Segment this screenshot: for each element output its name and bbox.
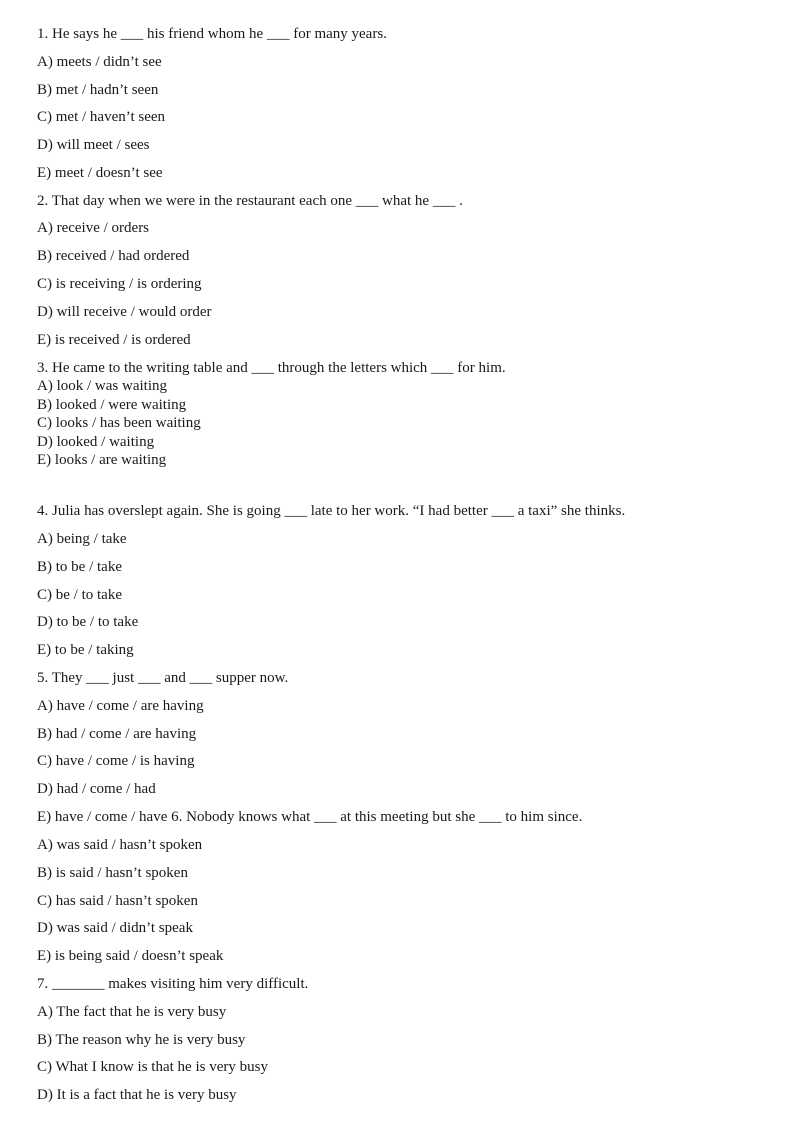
option-3a: A) look / was waiting [37,378,167,394]
option-4b: B) to be / take [37,559,122,575]
option-7d: D) It is a fact that he is very busy [37,1087,237,1103]
option-3c: C) looks / has been waiting [37,415,201,431]
option-2b: B) received / had ordered [37,248,190,264]
option-2d: D) will receive / would order [37,304,212,320]
question-2: 2. That day when we were in the restaurant each one ___ what he ___ . [37,193,463,209]
option-4e: E) to be / taking [37,642,134,658]
option-7a: A) The fact that he is very busy [37,1004,227,1020]
option-3d: D) looked / waiting [37,434,155,450]
question-5: 5. They ___ just ___ and ___ supper now. [37,670,289,686]
option-4d: D) to be / to take [37,614,139,630]
option-5d: D) had / come / had [37,781,156,797]
question-1: 1. He says he ___ his friend whom he ___ for many years. [37,26,387,42]
option-1d: D) will meet / sees [37,137,150,153]
option-5a: A) have / come / are having [37,698,204,714]
option-3b: B) looked / were waiting [37,397,187,413]
question-3: 3. He came to the writing table and ___ through the letters which ___ for him. [37,360,506,376]
option-1b: B) met / hadn’t seen [37,82,159,98]
option-5c: C) have / come / is having [37,753,195,769]
option-5b: B) had / come / are having [37,726,197,742]
option-6e: E) is being said / doesn’t speak [37,948,224,964]
question-7: 7. _______ makes visiting him very difficult. [37,976,309,992]
option-4a: A) being / take [37,531,127,547]
option-6b: B) is said / hasn’t spoken [37,865,188,881]
option-3e: E) looks / are waiting [37,452,167,468]
option-5e-question-6: E) have / come / have 6. Nobody knows what ___ at this meeting but she ___ to him since. [37,809,583,825]
option-6d: D) was said / didn’t speak [37,920,193,936]
option-1a: A) meets / didn’t see [37,54,162,70]
option-2e: E) is received / is ordered [37,332,191,348]
option-4c: C) be / to take [37,587,122,603]
option-2c: C) is receiving / is ordering [37,276,202,292]
option-1e: E) meet / doesn’t see [37,165,163,181]
option-2a: A) receive / orders [37,220,150,236]
option-7c: C) What I know is that he is very busy [37,1059,268,1075]
option-7b: B) The reason why he is very busy [37,1032,246,1048]
option-1c: C) met / haven’t seen [37,109,166,125]
question-4: 4. Julia has overslept again. She is going ___ late to her work. “I had better ___ a taxi” she thinks. [37,503,626,519]
option-6c: C) has said / hasn’t spoken [37,893,198,909]
option-6a: A) was said / hasn’t spoken [37,837,203,853]
